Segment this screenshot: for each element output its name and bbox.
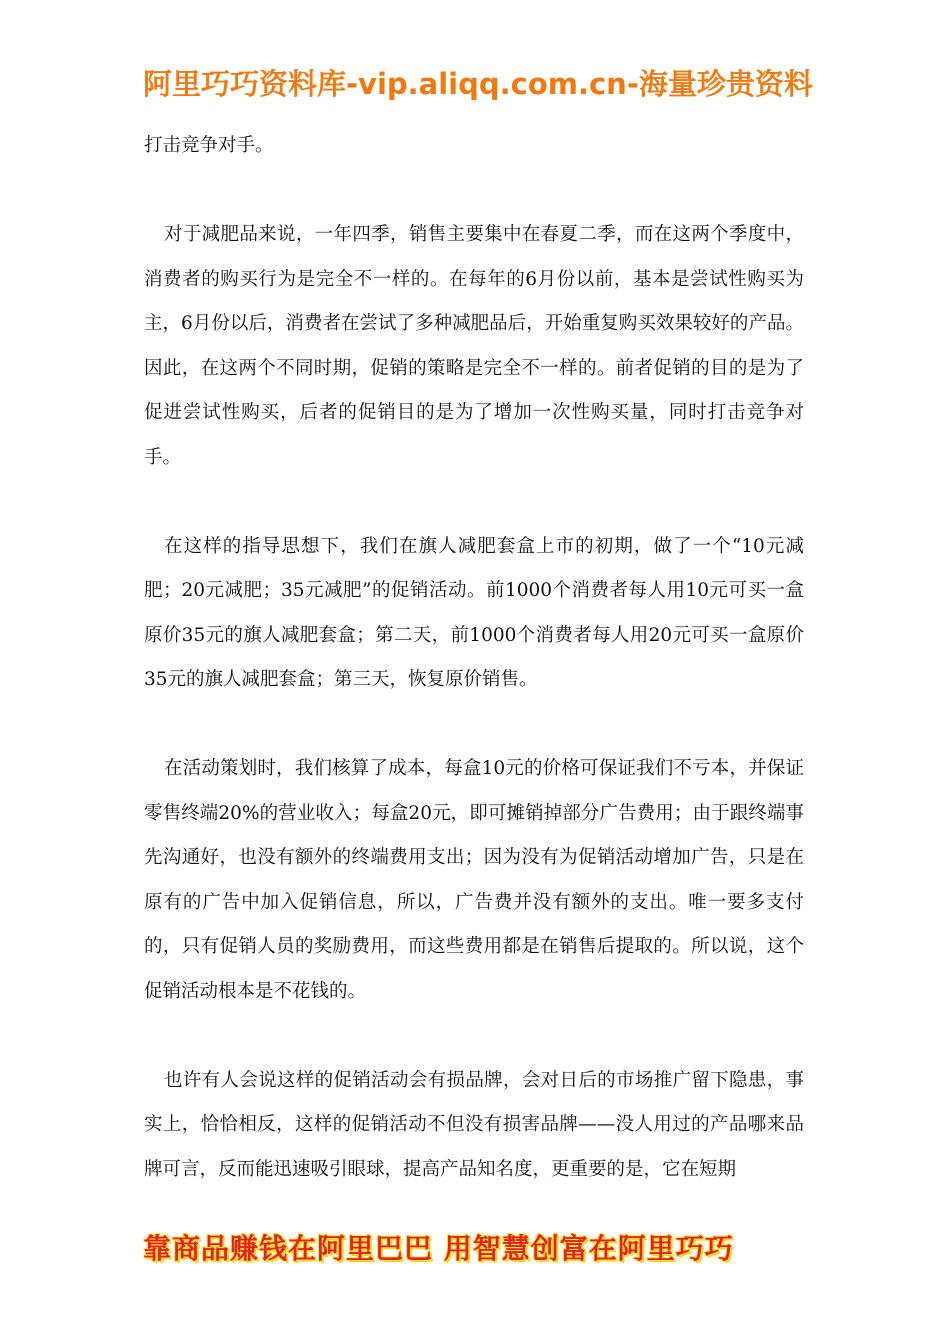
paragraph-continuation: 打击竞争对手。 bbox=[144, 135, 274, 156]
paragraph-brand-impact: 也许有人会说这样的促销活动会有损品牌，会对日后的市场推广留下隐患，事实上，恰恰相反，这样的促销活动不但没有损害品牌——没人用过的产品哪来品牌可言，反而能迅速吸引眼球，提高产品知名度，更重要的是，它在短期 bbox=[144, 1069, 804, 1180]
footer-banner: 靠商品赚钱在阿里巴巴 用智慧创富在阿里巧巧 bbox=[143, 1232, 734, 1265]
paragraph-cost-analysis: 在活动策划时，我们核算了成本，每盒10元的价格可保证我们不亏本，并保证零售终端20%的营业收入；每盒20元，即可摊销掉部分广告费用；由于跟终端事先沟通好，也没有额外的终端费用支出；因为没有为促销活动增加广告，只是在原有的广告中加入促销信息，所以，广告费并没有额外的支出。唯一要多支付的，只有促销人员的奖励费用，而这些费用都是在销售后提取的。所以说，这个促销活动根本是不花钱的。 bbox=[144, 758, 804, 1002]
paragraph-seasonal-strategy: 对于减肥品来说，一年四季，销售主要集中在春夏二季，而在这两个季度中，消费者的购买行为是完全不一样的。在每年的6月份以前，基本是尝试性购买为主，6月份以后，消费者在尝试了多种减肥品后，开始重复购买效果较好的产品。因此，在这两个不同时期，促销的策略是完全不一样的。前者促销的目的是为了促进尝试性购买，后者的促销目的是为了增加一次性购买量，同时打击竞争对手。 bbox=[144, 224, 804, 468]
paragraph-spacer bbox=[144, 703, 804, 748]
document-body bbox=[144, 124, 804, 1192]
paragraph-spacer bbox=[144, 1014, 804, 1059]
paragraph-promotion-plan: 在这样的指导思想下，我们在旗人减肥套盒上市的初期，做了一个“10元减肥；20元减肥；35元减肥”的促销活动。前1000个消费者每人用10元可买一盒原价35元的旗人减肥套盒；第二天，前1000个消费者每人用20元可买一盒原价35元的旗人减肥套盒；第三天，恢复原价销售。 bbox=[144, 535, 804, 690]
paragraph-spacer bbox=[144, 480, 804, 525]
header-banner: 阿里巧巧资料库-vip.aliqq.com.cn-海量珍贵资料 bbox=[143, 67, 813, 101]
paragraph-spacer bbox=[144, 169, 804, 214]
